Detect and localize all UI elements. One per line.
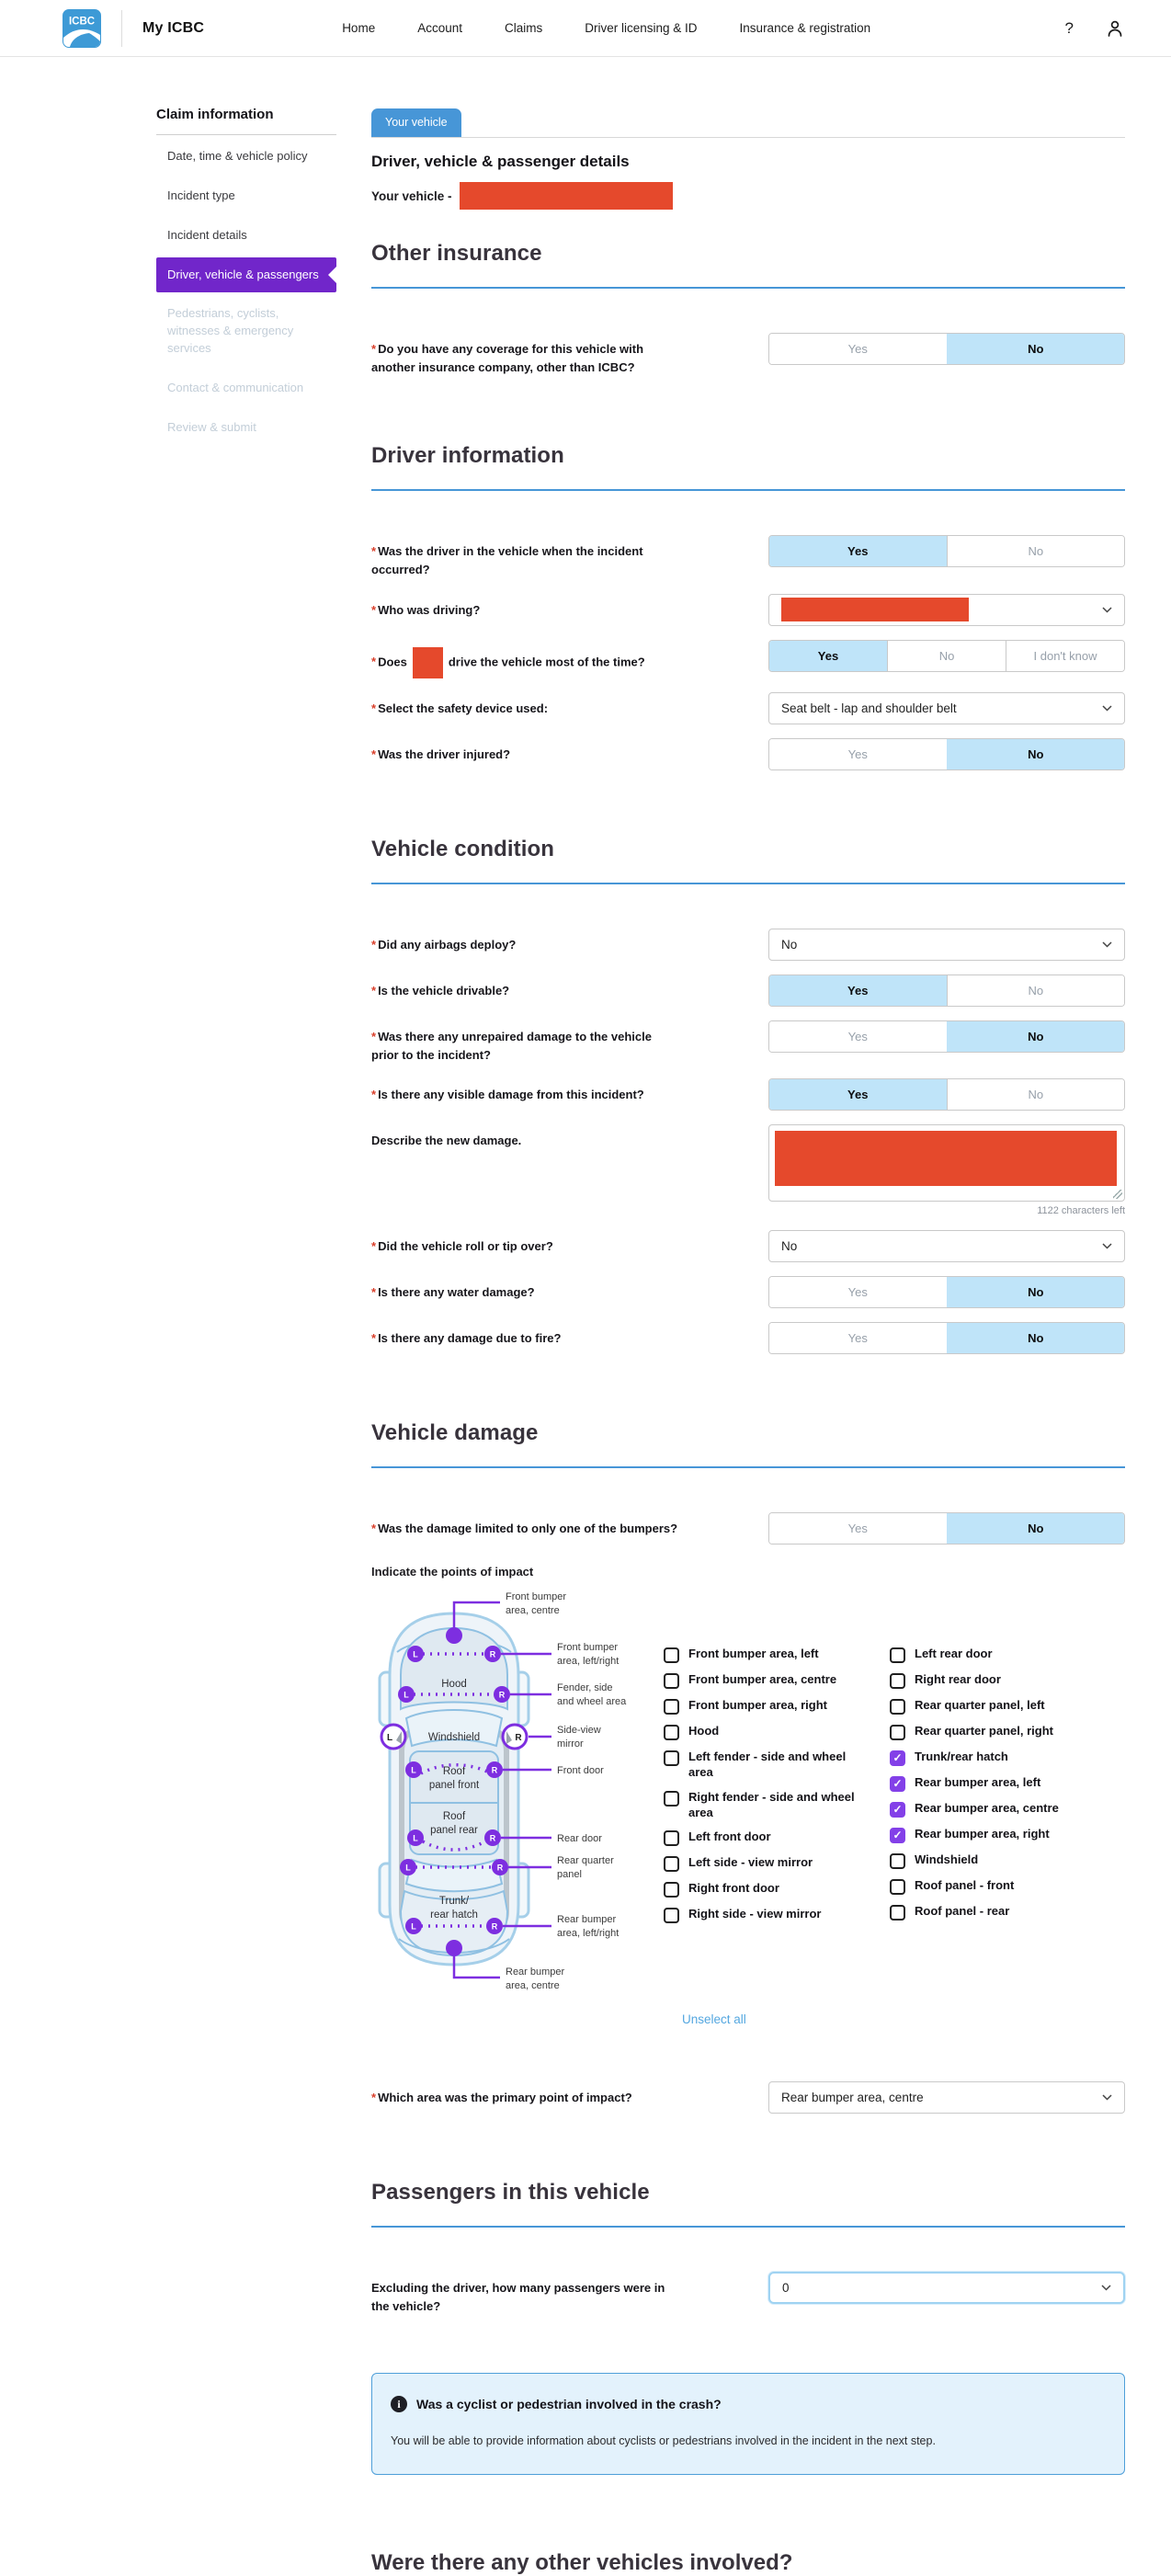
question-drivable (371, 975, 1125, 1007)
question-visible-damage (371, 1078, 1125, 1111)
marker-L: L (404, 1690, 409, 1700)
rollover-select[interactable] (768, 1230, 1125, 1262)
question-bumpers-only (371, 1512, 1125, 1544)
checkbox[interactable] (664, 1856, 679, 1872)
airbags-value: No (781, 937, 798, 952)
drives-most-no-button[interactable]: No (887, 641, 1006, 671)
impact-checkbox-left-side-mirror[interactable]: Left side - view mirror (664, 1855, 873, 1872)
impact-checkbox-left-front-door[interactable]: Left front door (664, 1829, 873, 1846)
impact-checkbox-rear-quarter-right[interactable]: Rear quarter panel, right (890, 1724, 1108, 1740)
checkbox[interactable] (890, 1699, 905, 1715)
checkbox[interactable] (890, 1853, 905, 1869)
diagram-front-bumper-lr-label: Front bumper area, left/right (557, 1641, 620, 1667)
nav-account[interactable]: Account (417, 21, 462, 35)
question-label: Did the vehicle roll or tip over? (378, 1238, 553, 1253)
nav-claims[interactable]: Claims (504, 21, 543, 35)
question-label: Was there any unrepaired damage to the vehicle prior to the incident? (371, 1029, 652, 1062)
question-label: Is the vehicle drivable? (378, 983, 510, 997)
icbc-logo-text: ICBC (68, 16, 96, 27)
diagram-rear-door-label: Rear door (557, 1832, 602, 1844)
drivable-no-button[interactable]: No (947, 975, 1125, 1006)
impact-checkbox-rear-bumper-left[interactable]: ✓ Rear bumper area, left (890, 1775, 1108, 1792)
impact-checkbox-hood[interactable]: Hood (664, 1724, 873, 1740)
marker-L: L (386, 1732, 393, 1743)
marker-L: L (413, 1833, 418, 1843)
passenger-count-select[interactable] (768, 2272, 1125, 2304)
question-label: Describe the new damage. (371, 1133, 522, 1147)
safety-device-select[interactable] (768, 692, 1125, 724)
sidebar-item-date-time-policy[interactable]: Date, time & vehicle policy (167, 149, 308, 163)
injured-yes-button[interactable]: Yes (769, 739, 947, 769)
marker-L: L (413, 1649, 418, 1659)
points-of-impact-label: Indicate the points of impact (371, 1564, 534, 1579)
info-icon: i (391, 2396, 407, 2412)
question-label: Is there any water damage? (378, 1284, 535, 1299)
required-asterisk: * (371, 983, 377, 997)
diagram-roof-front-label: Roof panel front (428, 1765, 480, 1791)
required-asterisk: * (371, 1284, 377, 1299)
question-label-prefix: Does (378, 655, 407, 668)
impact-checkbox-windshield[interactable]: Windshield (890, 1852, 1108, 1869)
bumpers-only-toggle (768, 1512, 1125, 1544)
marker-R: R (491, 1921, 498, 1932)
question-label: Was the driver in the vehicle when the incident occurred? (371, 544, 643, 577)
question-describe-damage (371, 1124, 1125, 1216)
diagram-rear-quarter-label: Rear quarter panel (557, 1854, 614, 1880)
impact-checkbox-roof-panel-rear[interactable]: Roof panel - rear (890, 1904, 1108, 1921)
required-asterisk: * (371, 1330, 377, 1345)
unrepaired-toggle (768, 1020, 1125, 1053)
sidebar-item-contact-communication: Contact & communication (167, 380, 304, 394)
question-other-coverage (371, 333, 1125, 377)
section-driver-information (371, 443, 1125, 769)
required-asterisk: * (371, 701, 377, 715)
visible-damage-toggle (768, 1078, 1125, 1111)
sidebar-item-incident-type[interactable]: Incident type (167, 188, 235, 202)
diagram-hood-label: Hood (441, 1678, 467, 1690)
chevron-down-icon (1102, 941, 1112, 948)
diagram-roof-rear-label: Roof panel rear (430, 1810, 478, 1836)
icbc-logo[interactable] (63, 9, 101, 48)
water-yes-button[interactable]: Yes (769, 1277, 947, 1307)
question-airbags (371, 929, 1125, 961)
required-asterisk: * (371, 1087, 377, 1101)
top-navigation-bar (0, 0, 1171, 57)
section-rule (371, 2226, 1125, 2228)
question-label: Do you have any coverage for this vehicle with another insurance company, other than ICBC? (371, 342, 644, 375)
safety-device-value: Seat belt - lap and shoulder belt (781, 701, 957, 715)
question-driver-injured (371, 738, 1125, 770)
question-safety-device (371, 692, 1125, 724)
diagram-rear-bumper-lr-label: Rear bumper area, left/right (557, 1913, 620, 1939)
chevron-down-icon (1102, 2094, 1112, 2101)
question-drives-most-of-time (371, 640, 1125, 678)
question-primary-impact (371, 2081, 1125, 2114)
checkbox[interactable] (890, 1725, 905, 1740)
section-rule (371, 489, 1125, 491)
unselect-all-link[interactable]: Unselect all (682, 2012, 746, 2026)
visible-yes-button[interactable]: Yes (769, 1079, 947, 1110)
diagram-front-bumper-centre-label: Front bumper area, centre (506, 1590, 567, 1616)
fire-yes-button[interactable]: Yes (769, 1323, 947, 1353)
sidebar-item-pedestrians-cyclists: Pedestrians, cyclists, witnesses & emergency services (167, 306, 294, 356)
required-asterisk: * (371, 747, 377, 761)
checkbox-checked[interactable] (890, 1750, 905, 1766)
header-divider (121, 10, 122, 47)
claim-steps-sidebar (156, 57, 336, 446)
impact-checkbox-left-fender[interactable]: Left fender - side and wheel area (664, 1750, 873, 1781)
question-label: Which area was the primary point of impact? (378, 2090, 632, 2104)
question-driver-in-vehicle (371, 535, 1125, 579)
question-passenger-count (371, 2272, 1125, 2316)
checkbox[interactable] (664, 1791, 679, 1807)
section-title: Vehicle condition (371, 836, 555, 861)
checkbox[interactable] (890, 1673, 905, 1689)
drives-most-dont-know-button[interactable]: I don't know (1006, 641, 1124, 671)
impact-checkbox-left-rear-door[interactable]: Left rear door (890, 1647, 1108, 1663)
impact-checkbox-right-front-door[interactable]: Right front door (664, 1881, 873, 1898)
impact-checkbox-front-bumper-right[interactable]: Front bumper area, right (664, 1698, 873, 1715)
primary-nav (342, 21, 870, 35)
impact-checkbox-front-bumper-left[interactable]: Front bumper area, left (664, 1647, 873, 1663)
section-passengers (371, 2180, 1125, 2316)
sidebar-item-review-submit: Review & submit (167, 419, 256, 434)
section-title: Vehicle damage (371, 1419, 539, 1445)
drivable-toggle (768, 975, 1125, 1007)
impact-checkbox-right-rear-door[interactable]: Right rear door (890, 1672, 1108, 1689)
sidebar-item-incident-details[interactable]: Incident details (167, 227, 247, 242)
checkbox[interactable] (664, 1830, 679, 1846)
unrepaired-no-button[interactable]: No (947, 1021, 1125, 1052)
impact-checkbox-right-fender[interactable]: Right fender - side and wheel area (664, 1790, 873, 1821)
marker-R: R (489, 1833, 496, 1843)
checkbox[interactable] (664, 1750, 679, 1766)
driver-in-vehicle-toggle (768, 535, 1125, 567)
damage-description-textarea[interactable] (768, 1124, 1125, 1202)
required-asterisk: * (371, 1521, 377, 1535)
section-other-insurance (371, 241, 1125, 377)
textarea-resize-handle[interactable] (1113, 1190, 1122, 1199)
section-rule (371, 1466, 1125, 1468)
checkbox[interactable] (664, 1882, 679, 1898)
info-box-body: You will be able to provide information about cyclists or pedestrians involved in the incident in the next step. (391, 2434, 936, 2448)
marker-R: R (489, 1649, 496, 1659)
vehicle-name-redacted (460, 182, 673, 210)
tab-your-vehicle[interactable]: Your vehicle (371, 108, 461, 137)
info-box-title: Was a cyclist or pedestrian involved in the crash? (416, 2397, 722, 2412)
diagram-rear-bumper-centre-label: Rear bumper area, centre (506, 1966, 565, 1991)
drivable-yes-button[interactable]: Yes (769, 975, 947, 1006)
sidebar-title: Claim information (156, 107, 336, 135)
impact-checkbox-rear-bumper-right[interactable]: ✓ Rear bumper area, right (890, 1827, 1108, 1843)
cyclist-pedestrian-info-box (371, 2373, 1125, 2475)
checkbox[interactable] (890, 1647, 905, 1663)
required-asterisk: * (371, 602, 377, 617)
section-rule (371, 883, 1125, 884)
vehicle-tab-bar (371, 108, 1125, 138)
user-account-icon[interactable] (1105, 18, 1125, 39)
required-asterisk: * (371, 544, 377, 559)
coverage-no-button[interactable]: No (947, 334, 1125, 364)
section-rule (371, 287, 1125, 289)
primary-impact-value: Rear bumper area, centre (781, 2090, 924, 2104)
marker-L: L (411, 1765, 416, 1775)
sidebar-item-driver-vehicle-passengers[interactable]: Driver, vehicle & passengers (156, 257, 336, 293)
impact-checkbox-front-bumper-centre[interactable]: Front bumper area, centre (664, 1672, 873, 1689)
question-rollover (371, 1230, 1125, 1262)
impact-checkbox-rear-quarter-left[interactable]: Rear quarter panel, left (890, 1698, 1108, 1715)
chevron-down-icon (1102, 607, 1112, 613)
diagram-side-mirror-label: Side-view mirror (557, 1724, 601, 1750)
checkbox-checked[interactable] (890, 1802, 905, 1818)
drives-most-toggle (768, 640, 1125, 672)
question-label: Excluding the driver, how many passengers were in the vehicle? (371, 2280, 665, 2313)
driver-name-redacted (413, 647, 443, 678)
marker-R: R (496, 1863, 504, 1873)
brand-title: My ICBC (142, 19, 205, 36)
question-label: Was the driver injured? (378, 747, 511, 761)
rollover-value: No (781, 1238, 798, 1253)
in-vehicle-no-button[interactable]: No (947, 536, 1125, 566)
in-vehicle-yes-button[interactable]: Yes (769, 536, 947, 566)
checkbox[interactable] (664, 1699, 679, 1715)
checkbox-checked[interactable] (890, 1776, 905, 1792)
impact-checkbox-column-left (664, 1588, 873, 1933)
fire-damage-toggle (768, 1322, 1125, 1354)
passenger-count-value: 0 (782, 2280, 790, 2295)
water-damage-toggle (768, 1276, 1125, 1308)
vehicle-impact-diagram (371, 1588, 647, 2000)
question-label: Did any airbags deploy? (378, 937, 517, 952)
question-fire-damage (371, 1322, 1125, 1354)
question-label-suffix: drive the vehicle most of the time? (448, 655, 645, 668)
marker-R: R (491, 1765, 498, 1775)
impact-checkbox-rear-bumper-centre[interactable]: ✓ Rear bumper area, centre (890, 1801, 1108, 1818)
characters-left-counter: 1122 characters left (1037, 1204, 1125, 1216)
question-label: Was the damage limited to only one of the bumpers? (378, 1521, 678, 1535)
page-title: Driver, vehicle & passenger details (371, 153, 630, 170)
diagram-front-door-label: Front door (557, 1764, 604, 1776)
checkbox[interactable] (664, 1725, 679, 1740)
help-icon[interactable]: ? (1064, 18, 1074, 37)
who-was-driving-select[interactable] (768, 594, 1125, 626)
visible-no-button[interactable]: No (947, 1079, 1125, 1110)
impact-checkbox-trunk-rear-hatch[interactable]: ✓ Trunk/rear hatch (890, 1750, 1108, 1766)
impact-checkbox-right-side-mirror[interactable]: Right side - view mirror (664, 1907, 873, 1923)
chevron-down-icon (1101, 2285, 1111, 2291)
checkbox[interactable] (664, 1647, 679, 1663)
airbags-select[interactable] (768, 929, 1125, 961)
section-vehicle-condition (371, 837, 1125, 1354)
coverage-yes-button[interactable]: Yes (769, 334, 947, 364)
section-title: Passengers in this vehicle (371, 2179, 650, 2205)
unrepaired-yes-button[interactable]: Yes (769, 1021, 947, 1052)
coverage-toggle (768, 333, 1125, 365)
nav-insurance-registration[interactable]: Insurance & registration (739, 21, 871, 35)
impact-checkbox-column-right (890, 1588, 1108, 1930)
required-asterisk: * (371, 655, 377, 668)
diagram-windshield-label: Windshield (427, 1731, 481, 1743)
question-label: Is there any visible damage from this incident? (378, 1087, 644, 1101)
section-title: Driver information (371, 443, 564, 469)
injured-no-button[interactable]: No (947, 739, 1125, 769)
question-label: Who was driving? (378, 602, 481, 617)
question-who-was-driving (371, 594, 1125, 626)
diagram-trunk-label: Trunk/ rear hatch (430, 1895, 478, 1921)
drives-most-yes-button[interactable]: Yes (769, 641, 887, 671)
required-asterisk: * (371, 1238, 377, 1253)
primary-impact-select[interactable] (768, 2081, 1125, 2114)
required-asterisk: * (371, 937, 377, 952)
driver-name-redacted (781, 598, 969, 621)
question-water-damage (371, 1276, 1125, 1308)
driver-injured-toggle (768, 738, 1125, 770)
water-no-button[interactable]: No (947, 1277, 1125, 1307)
damage-description-redacted (775, 1131, 1117, 1186)
your-vehicle-label: Your vehicle - (371, 188, 452, 203)
nav-driver-licensing[interactable]: Driver licensing & ID (585, 21, 698, 35)
marker-L: L (405, 1863, 411, 1873)
required-asterisk: * (371, 1029, 377, 1043)
question-label: Is there any damage due to fire? (378, 1330, 562, 1345)
section-title: Other insurance (371, 241, 542, 266)
impact-checkbox-roof-panel-front[interactable]: Roof panel - front (890, 1878, 1108, 1895)
checkbox[interactable] (664, 1908, 679, 1923)
next-section-heading: Were there any other vehicles involved? (371, 2549, 793, 2575)
marker-L: L (411, 1921, 416, 1932)
required-asterisk: * (371, 342, 377, 356)
checkbox[interactable] (664, 1673, 679, 1689)
bumpers-no-button[interactable]: No (947, 1513, 1125, 1544)
section-vehicle-damage (371, 1420, 1125, 2114)
checkbox[interactable] (890, 1905, 905, 1921)
question-label: Select the safety device used: (378, 701, 549, 715)
required-asterisk: * (371, 2090, 377, 2104)
nav-home[interactable]: Home (342, 21, 376, 35)
marker-R: R (498, 1690, 506, 1700)
chevron-down-icon (1102, 705, 1112, 712)
checkbox-checked[interactable] (890, 1828, 905, 1843)
chevron-down-icon (1102, 1243, 1112, 1249)
fire-no-button[interactable]: No (947, 1323, 1125, 1353)
bumpers-yes-button[interactable]: Yes (769, 1513, 947, 1544)
question-unrepaired-damage (371, 1020, 1125, 1065)
marker-R: R (515, 1732, 522, 1743)
diagram-fender-label: Fender, side and wheel area (557, 1681, 627, 1707)
checkbox[interactable] (890, 1879, 905, 1895)
